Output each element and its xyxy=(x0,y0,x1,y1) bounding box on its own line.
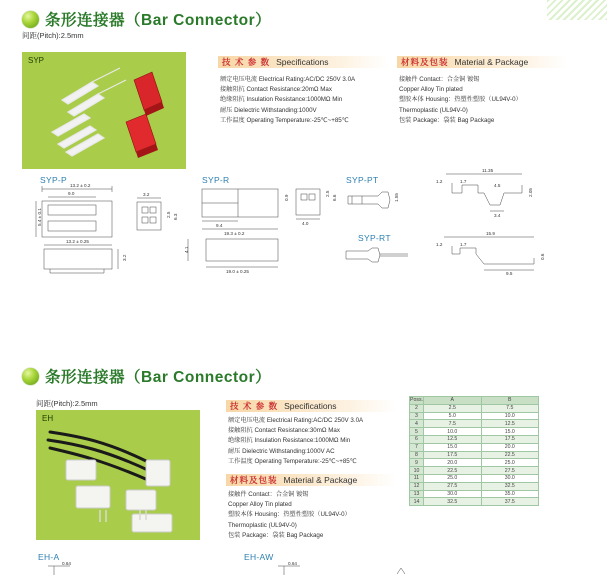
dim-text: 13.2 ± 0.25 xyxy=(66,239,89,244)
spec-header-en: Specifications xyxy=(284,401,337,411)
table-cell: 4 xyxy=(410,420,424,428)
table-body xyxy=(410,404,539,505)
table-row xyxy=(410,428,539,436)
dim-text: 1.55 xyxy=(394,193,399,202)
table-row xyxy=(410,482,539,490)
dim-text: 6.6 xyxy=(332,194,337,201)
spec-item: 工作温度 Operating Temperature:-25℃~+85℃ xyxy=(228,457,357,465)
syp-r-label: SYP-R xyxy=(202,175,230,185)
spec-item: 额定电压电流 Electrical Rating:AC/DC 250V 3.0A xyxy=(228,417,364,424)
table-cell: 6 xyxy=(410,435,424,443)
material-item: Thermoplastic (UL94V-0) xyxy=(399,106,468,114)
table-cell: 11 xyxy=(410,474,424,482)
dim-text: 1.7 xyxy=(460,242,467,247)
material-header-cn: 材料及包装 xyxy=(401,57,449,67)
material-item: 接触件 Contact：合金铜 镀锡 xyxy=(228,491,309,498)
spec-item: 接触阻抗 Contact Resistance:20mΩ Max xyxy=(220,86,332,94)
table-row xyxy=(410,474,539,482)
table-cell: 10.0 xyxy=(481,412,539,420)
table-cell: 20.0 xyxy=(481,443,539,451)
section2-title xyxy=(22,365,271,387)
material-item: Thermoplastic (UL94V-0) xyxy=(228,521,297,529)
eh-connector-image xyxy=(36,410,200,540)
eh-a-drawing xyxy=(40,562,100,575)
table-cell: 27.5 xyxy=(424,482,482,490)
spec-item: 绝缘阻抗 Insulation Resistance:1000MΩ Min xyxy=(220,96,343,104)
table-cell: 30.0 xyxy=(481,474,539,482)
green-bullet-icon xyxy=(22,368,39,385)
dim-text: 0.6 xyxy=(540,253,545,260)
table-cell: 22.5 xyxy=(424,467,482,475)
dim-text: 19.0 ± 0.25 xyxy=(226,269,249,274)
pin-dimension-table xyxy=(409,396,539,506)
table-cell: 32.5 xyxy=(481,482,539,490)
syp-r-drawing xyxy=(180,183,340,278)
table-header: Poss. xyxy=(410,397,423,404)
syp-pt-label: SYP-PT xyxy=(346,175,379,185)
section2-product-photo xyxy=(36,410,200,540)
table-cell: 12.5 xyxy=(424,435,482,443)
table-row xyxy=(410,498,539,506)
table-cell: 35.0 xyxy=(481,490,539,498)
section1-material-header xyxy=(397,56,567,68)
table-row xyxy=(410,435,539,443)
section1-title xyxy=(22,8,271,30)
spec-item: 工作温度 Operating Temperature:-25℃~+85℃ xyxy=(220,116,349,124)
table-row xyxy=(410,467,539,475)
corner-decoration xyxy=(547,0,607,20)
table-header-row xyxy=(410,397,539,405)
table-cell: 25.0 xyxy=(481,459,539,467)
syp-p-label: SYP-P xyxy=(40,175,68,185)
section2-spec-list xyxy=(228,416,363,467)
section2-material-list xyxy=(228,490,351,541)
table-cell: 7.5 xyxy=(424,420,482,428)
dim-text: 4.0 xyxy=(302,221,309,226)
dim-text: 19.3 ± 0.2 xyxy=(224,231,245,236)
caret-mark-icon xyxy=(395,566,407,575)
syp-pt-side-drawing xyxy=(342,186,400,226)
dim-text: 9.0 xyxy=(68,191,75,196)
dim-text: 2.05 xyxy=(528,188,533,197)
table-row xyxy=(410,404,539,412)
table-cell: 22.5 xyxy=(481,451,539,459)
dim-text: 9.5 xyxy=(506,271,513,276)
dim-text: 3.2 xyxy=(143,192,150,197)
dim-text: 1.2 xyxy=(436,179,443,184)
photo-label: SYP xyxy=(28,56,45,65)
dim-text: 5.4 ± 0.1 xyxy=(37,208,42,226)
table-cell: 5.0 xyxy=(424,412,482,420)
green-bullet-icon xyxy=(22,11,39,28)
dim-text: 2.5 xyxy=(166,211,171,218)
table-cell: 13 xyxy=(410,490,424,498)
section2-title-text: 条形连接器（Bar Connector） xyxy=(45,369,272,386)
dim-text: 0.64 xyxy=(62,561,71,566)
section1-title-text: 条形连接器（Bar Connector） xyxy=(45,12,272,29)
eh-aw-label: EH-AW xyxy=(244,552,274,562)
section2-material-header xyxy=(226,474,396,486)
table-cell: 15.0 xyxy=(481,428,539,436)
syp-rt-drawing xyxy=(430,228,550,276)
section2-spec-header xyxy=(226,400,396,412)
table-cell: 10 xyxy=(410,467,424,475)
table-row xyxy=(410,459,539,467)
spec-item: 耐压 Dielectric Withstanding:1000V xyxy=(220,106,317,114)
table-cell: 2.5 xyxy=(424,404,482,412)
dim-text: 3.4 xyxy=(494,213,501,218)
section1-spec-list xyxy=(220,75,355,126)
material-item: 塑胶本体 Housing：热塑性塑胶（UL94V-0） xyxy=(228,511,351,519)
table-cell: 12 xyxy=(410,482,424,490)
dim-text: 6.3 xyxy=(173,213,178,220)
dim-text: 3.2 xyxy=(122,254,127,261)
eh-a-label: EH-A xyxy=(38,552,60,562)
table-cell: 37.5 xyxy=(481,498,539,506)
spec-header-en: Specifications xyxy=(276,57,329,67)
table-row xyxy=(410,490,539,498)
dim-text: 11.35 xyxy=(482,168,494,173)
material-item: 塑胶本体 Housing：热塑性塑胶（UL94V-0） xyxy=(399,96,522,104)
table-cell: 30.0 xyxy=(424,490,482,498)
table-cell: 17.5 xyxy=(424,451,482,459)
material-item: 包装 Package：袋装 Bag Package xyxy=(228,531,324,539)
syp-pt-drawing xyxy=(430,165,550,230)
dim-text: 1.7 xyxy=(460,179,467,184)
dim-text: 0.64 xyxy=(288,561,297,566)
dim-text: 0.9 xyxy=(284,194,289,201)
material-header-en: Material & Package xyxy=(454,57,529,67)
material-header-en: Material & Package xyxy=(283,475,358,485)
table-cell: 20.0 xyxy=(424,459,482,467)
table-cell: 5 xyxy=(410,428,424,436)
table-row xyxy=(410,412,539,420)
table-row xyxy=(410,443,539,451)
material-item: 包装 Package：袋装 Bag Package xyxy=(399,116,495,124)
table-cell: 17.5 xyxy=(481,435,539,443)
spec-item: 接触阻抗 Contact Resistance:30mΩ Max xyxy=(228,427,340,435)
dim-text: 15.9 xyxy=(486,231,495,236)
spec-item: 额定电压电流 Electrical Rating:AC/DC 250V 3.0A xyxy=(220,76,356,83)
table-cell: 9 xyxy=(410,459,424,467)
table-cell: 15.0 xyxy=(424,443,482,451)
table-cell: 3 xyxy=(410,412,424,420)
section2-pitch: 间距(Pitch):2.5mm xyxy=(36,399,98,408)
syp-p-end-view xyxy=(133,190,183,240)
table-cell: 8 xyxy=(410,451,424,459)
material-item: Copper Alloy Tin plated xyxy=(228,501,292,509)
spec-item: 耐压 Dielectric Withstanding:1000V AC xyxy=(228,447,335,455)
dim-text: 4.5 xyxy=(494,183,501,188)
table-cell: 12.5 xyxy=(481,420,539,428)
dim-text: 9.4 xyxy=(216,223,223,228)
dim-text: 13.2 ± 0.2 xyxy=(70,183,91,188)
syp-p-drawing xyxy=(30,183,135,278)
photo-label: EH xyxy=(42,414,54,423)
syp-connector-image xyxy=(22,52,186,169)
material-item: Copper Alloy Tin plated xyxy=(399,86,463,94)
section1-pitch: 间距(Pitch):2.5mm xyxy=(22,31,84,40)
table-header: B xyxy=(481,397,539,405)
material-header-cn: 材料及包装 xyxy=(230,475,278,485)
table-cell: 7 xyxy=(410,443,424,451)
spec-header-cn: 技 术 参 数 xyxy=(230,401,279,411)
table-cell: 32.5 xyxy=(424,498,482,506)
eh-aw-drawing xyxy=(270,562,330,575)
table-cell: 25.0 xyxy=(424,474,482,482)
table-cell: 2 xyxy=(410,404,424,412)
table-cell: 14 xyxy=(410,498,424,506)
spec-header-cn: 技 术 参 数 xyxy=(222,57,271,67)
dim-text: 4.1 xyxy=(184,246,189,253)
section1-spec-header xyxy=(218,56,388,68)
table-header: A xyxy=(424,397,482,405)
table-row xyxy=(410,451,539,459)
table-cell: 27.5 xyxy=(481,467,539,475)
material-item: 接触件 Contact：合金铜 镀锡 xyxy=(399,76,480,83)
table-cell: 7.5 xyxy=(481,404,539,412)
syp-rt-side-drawing xyxy=(342,245,412,269)
table-cell: 10.0 xyxy=(424,428,482,436)
dim-text: 2.5 xyxy=(325,190,330,197)
dim-text: 1.2 xyxy=(436,242,443,247)
table-row xyxy=(410,420,539,428)
syp-rt-label: SYP-RT xyxy=(358,233,391,243)
section1-product-photo xyxy=(22,52,186,169)
spec-item: 绝缘阻抗 Insulation Resistance:1000MΩ Min xyxy=(228,437,351,445)
section1-material-list xyxy=(399,75,522,126)
